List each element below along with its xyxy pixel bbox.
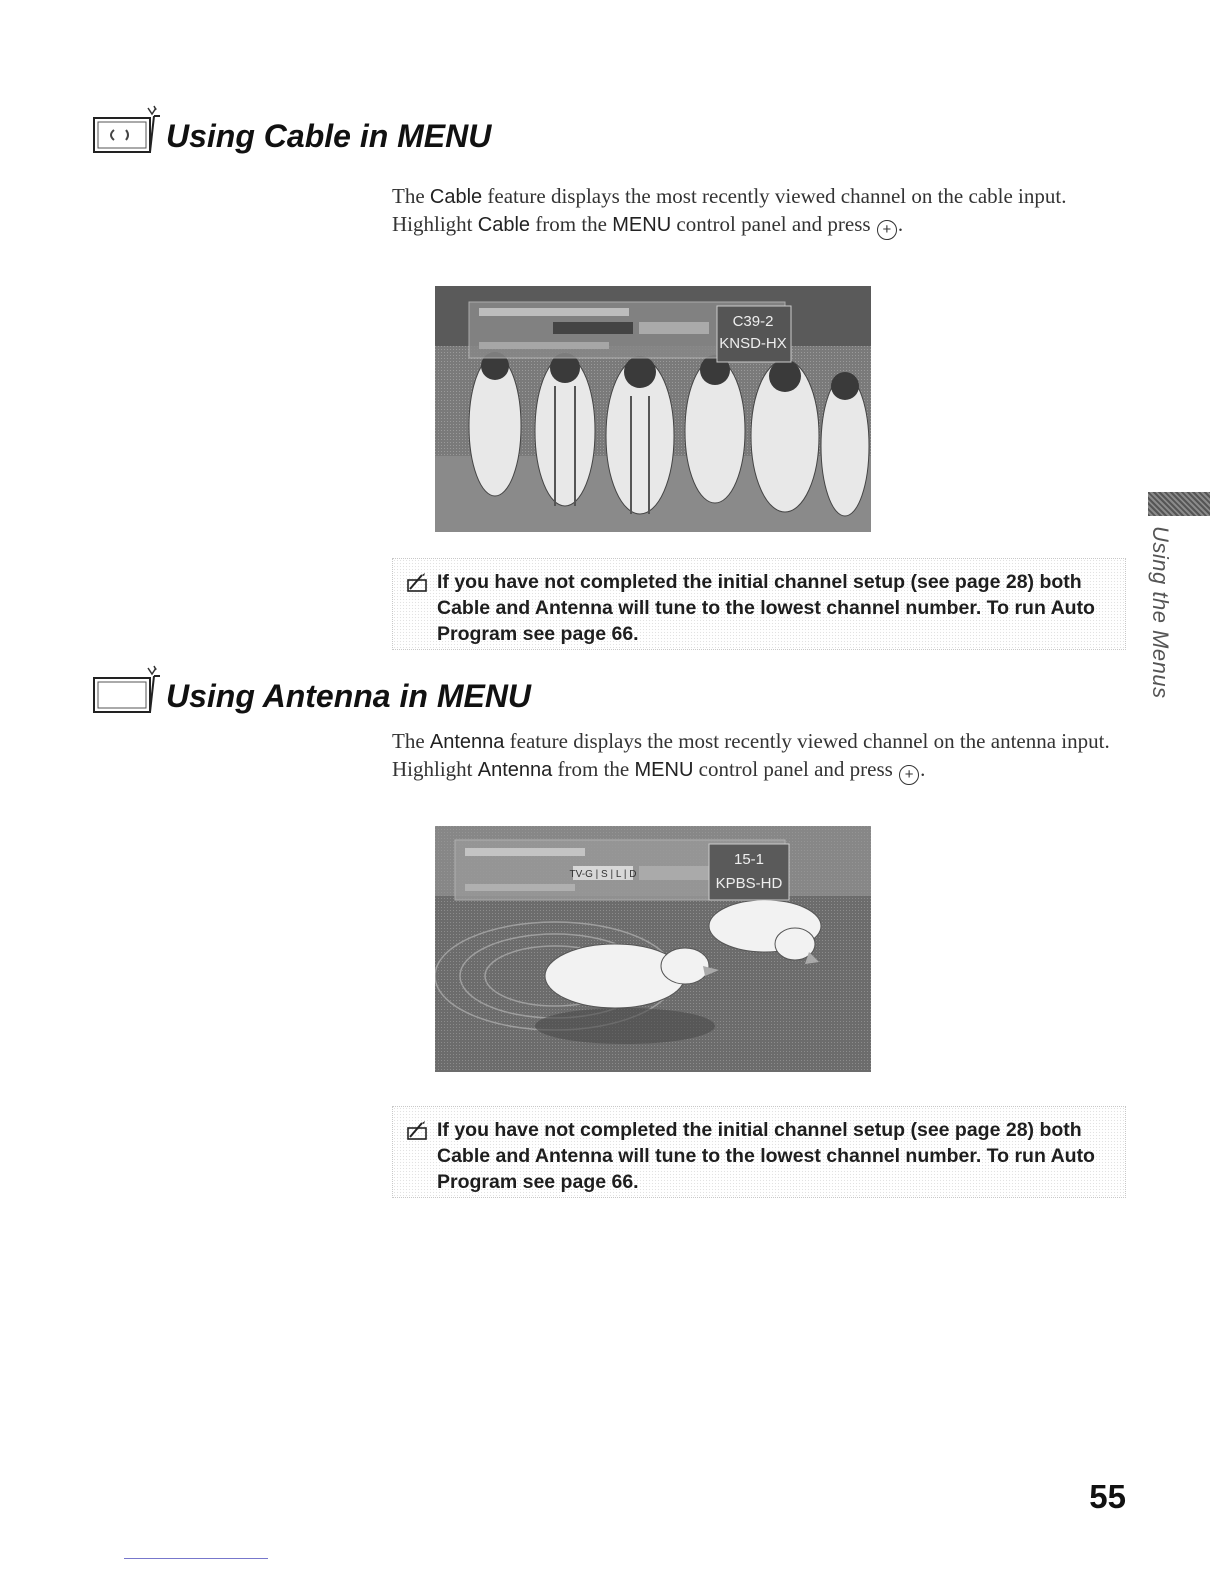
antenna-screen-image [435,826,871,1072]
cable-description [392,183,1112,240]
para-text: Highlight [392,212,478,236]
plus-button-icon: + [877,220,897,240]
tv-antenna-icon [92,664,162,716]
para-text: feature displays the most recently viewed channel on the cable input. [482,184,1067,208]
tv-cable-icon [92,104,162,156]
cable-term: Cable [477,214,531,236]
page-number: 55 [1089,1478,1126,1515]
cable-term: Cable [429,186,483,208]
cable-screen-image [435,286,871,532]
menu-term: MENU [612,214,672,236]
para-text: . [897,212,904,236]
para-text: feature displays the most recently viewed channel on the antenna input. [504,729,1110,753]
memo-pencil-icon [405,571,429,593]
side-tab-marker [1148,492,1210,516]
footer-rule [124,1558,268,1559]
antenna-term: Antenna [477,759,553,781]
cable-note [392,558,1126,650]
antenna-term: Antenna [429,731,505,753]
antenna-heading-text: Using Antenna in MENU [166,678,532,714]
antenna-section-heading [92,664,531,716]
para-text: The [392,184,430,208]
para-text: from the [530,212,613,236]
para-text: . [920,757,926,781]
cable-note-text: If you have not completed the initial channel setup (see page 28) both Cable and Antenna will tune to the lowest channel number. To run Auto Program see page 66. [437,571,1095,645]
antenna-description [392,728,1112,785]
para-text: The [392,729,430,753]
para-text: from the [552,757,635,781]
memo-pencil-icon [405,1119,429,1141]
cable-heading-text: Using Cable in MENU [166,118,492,154]
antenna-note [392,1106,1126,1198]
cable-station-name: KNSD-HX [719,335,787,352]
antenna-rating-badge: TV-G | S | L | D [569,869,637,880]
menu-term: MENU [634,759,694,781]
cable-section-heading [92,104,491,156]
plus-button-icon: + [899,765,919,785]
cable-channel-number: C39-2 [732,313,774,330]
para-text: control panel and press [693,757,899,781]
antenna-note-text: If you have not completed the initial channel setup (see page 28) both Cable and Antenna will tune to the lowest channel number. To run Auto Program see page 66. [437,1119,1095,1193]
antenna-station-name: KPBS-HD [715,875,783,892]
antenna-channel-number: 15-1 [733,851,765,868]
side-tab-label: Using the Menus [1148,526,1173,699]
para-text: control panel and press [671,212,876,236]
para-text: Highlight [392,757,478,781]
